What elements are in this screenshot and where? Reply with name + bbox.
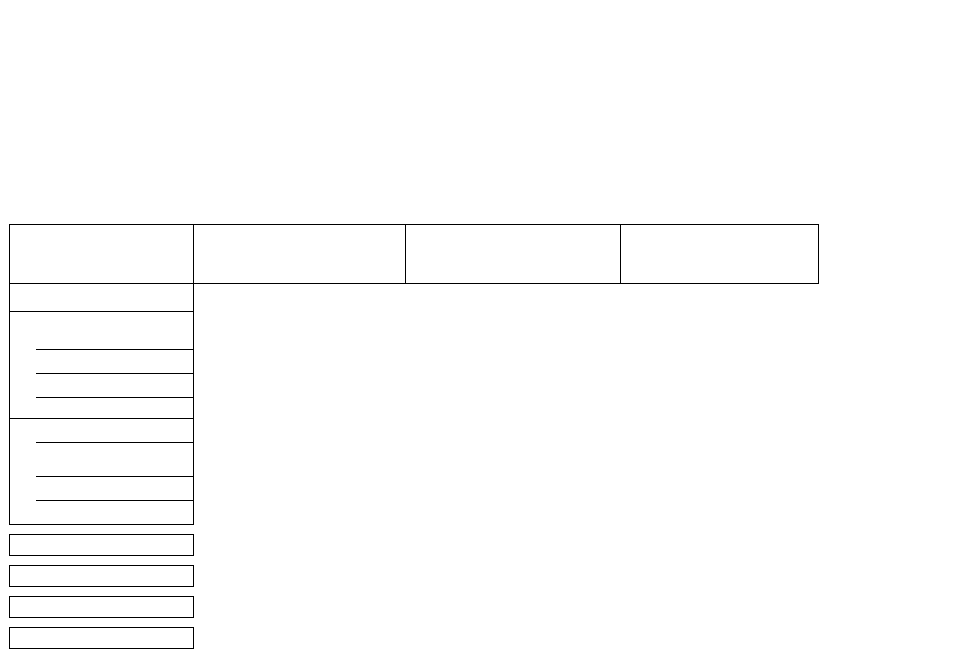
row-label [36,284,194,312]
row-number [10,398,36,419]
row-label [36,501,194,525]
spacer-cell [10,587,819,597]
table-row [10,501,819,525]
col-teljesites [300,255,364,283]
spacer-row [10,525,819,535]
spacer-cell [10,525,819,535]
col-modositott [676,255,730,283]
spacer-row [10,618,819,628]
table-row [10,374,819,398]
row-number [10,374,36,398]
table-row [10,284,819,312]
summary-row-kiadasok-osszesen [10,535,819,556]
table-row [10,350,819,374]
table-row [10,443,819,477]
summary-row-letszam [10,628,819,649]
expenditure-table [9,224,819,649]
col-teljesites [515,255,579,283]
group-header-osszesen [621,225,819,256]
group-header-onkormanyzat [194,225,406,256]
table-row [10,477,819,501]
table-row [10,398,819,419]
row-number [10,501,36,525]
row-number [10,477,36,501]
header-group-row [10,225,819,256]
col-teljesites [730,255,794,283]
table-row [10,312,819,350]
group-header-hivatal [406,225,621,256]
row-number [10,419,36,443]
row-number [10,284,36,312]
row-number [10,443,36,477]
row-label [10,566,194,587]
summary-row-korrekcio [10,566,819,587]
summary-row-mindosszesen [10,597,819,618]
col-modositott [246,255,300,283]
row-label [36,312,194,350]
col-eredeti [406,255,461,283]
spacer-cell [10,618,819,628]
row-label [36,477,194,501]
kiadasok-header [10,225,194,284]
row-label [36,419,194,443]
spacer-row [10,587,819,597]
col-eredeti [194,255,246,283]
row-label [10,628,194,649]
spacer-cell [10,556,819,566]
col-modositott [461,255,515,283]
row-label [10,597,194,618]
col-pct [364,255,406,283]
row-number [10,350,36,374]
row-label [36,443,194,477]
row-label [10,535,194,556]
row-label [36,350,194,374]
table-row [10,419,819,443]
row-label [36,398,194,419]
col-pct [579,255,621,283]
row-number [10,312,36,350]
spacer-row [10,556,819,566]
col-pct [794,255,819,283]
col-eredeti [621,255,676,283]
row-label [36,374,194,398]
